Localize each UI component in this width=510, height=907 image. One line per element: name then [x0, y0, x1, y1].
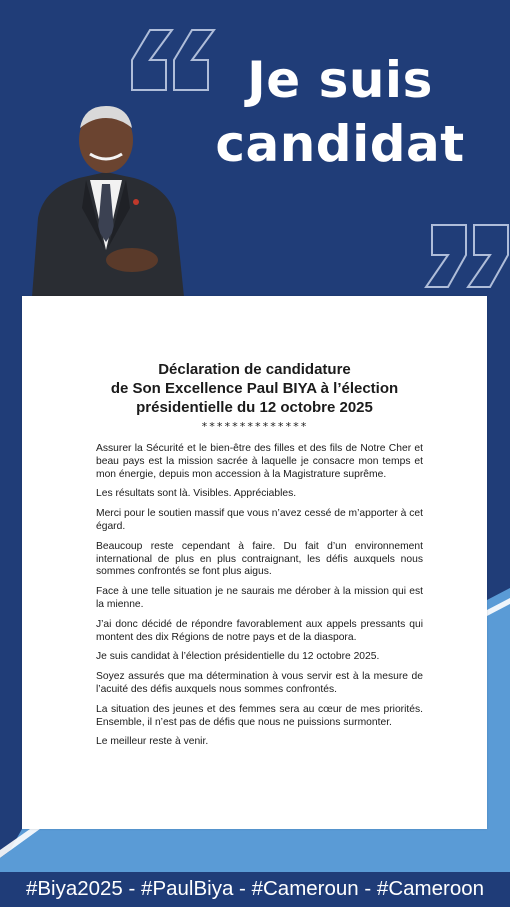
paragraph: Le meilleur reste à venir. — [96, 736, 209, 748]
headline — [190, 48, 490, 176]
declaration-body — [96, 443, 423, 756]
candidate-portrait — [24, 100, 189, 297]
paragraph: J’ai donc décidé de répondre favorablement aux appels pressants qui montent des dix Régions de notre pays et de la diaspora. — [96, 618, 423, 643]
paragraph: Les résultats sont là. Visibles. Appréciables. — [96, 488, 297, 500]
paragraph: Face à une telle situation je ne saurais me dérober à la mission qui est la mienne. — [96, 586, 423, 610]
declaration-title-line-1: Déclaration de candidature — [158, 361, 351, 378]
headline-line-1: Je suis — [247, 51, 433, 109]
declaration-card — [22, 296, 487, 829]
paragraph: La situation des jeunes et des femmes sera au cœur de mes priorités. Ensemble, il n’est pas de défis que nous ne puissions surmonter. — [96, 703, 423, 728]
paragraph: Assurer la Sécurité et le bien-être des filles et des fils de Notre Cher et beau pays est la mission sacrée à laquelle je consacre mon temps et mon énergie, depuis mon accession à la Magistrature suprême. — [96, 443, 423, 480]
paragraph: Beaucoup reste cependant à faire. Du fait d’un environnement international de plus en plus contraignant, les défis auxquels nous sommes confrontés se font plus aigus. — [96, 540, 423, 578]
declaration-title-line-3: présidentielle du 12 octobre 2025 — [136, 399, 373, 416]
hashtags: #Biya2025 - #PaulBiya - #Cameroun - #Cameroon — [25, 877, 485, 900]
declaration-title-line-2: de Son Excellence Paul BIYA à l’élection — [110, 380, 399, 397]
separator-stars: ************** — [201, 420, 308, 433]
hashtag-bar — [0, 868, 510, 907]
declaration-title — [22, 360, 487, 417]
paragraph: Je suis candidat à l’élection présidentielle du 12 octobre 2025. — [96, 651, 380, 663]
headline-line-2: candidat — [215, 115, 465, 173]
paragraph: Merci pour le soutien massif que vous n’avez cessé de m’apporter à cet égard. — [96, 508, 423, 532]
close-quote-outline-icon — [426, 225, 508, 287]
light-blue-band — [487, 588, 510, 868]
paragraph: Soyez assurés que ma détermination à vous servir est à la mesure de l’acuité des défis auxquels nous sommes confrontés. — [96, 671, 423, 695]
